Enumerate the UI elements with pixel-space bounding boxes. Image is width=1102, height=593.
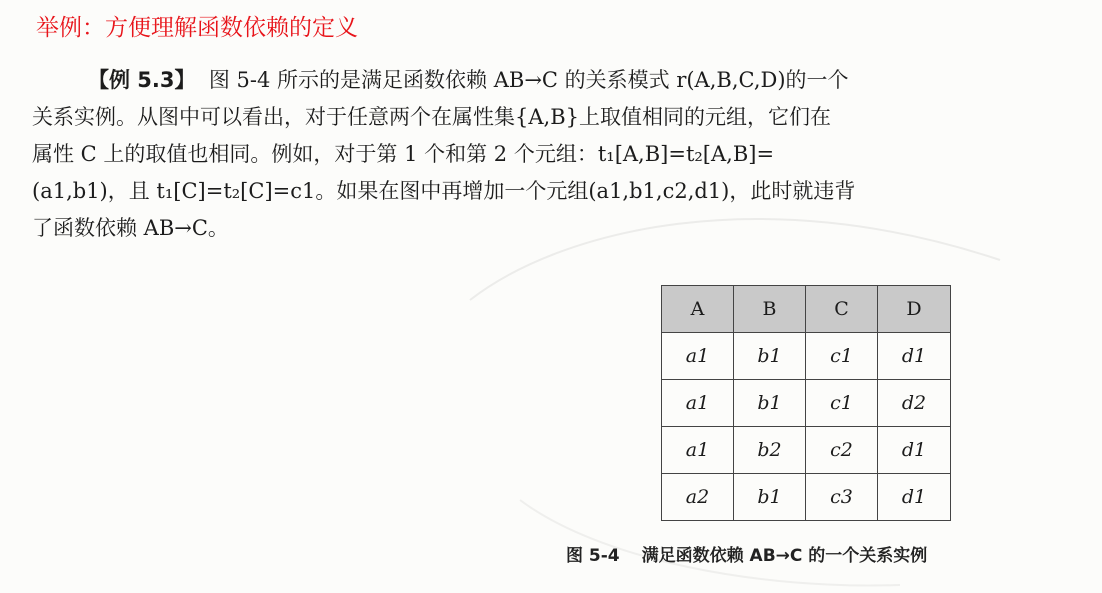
example-line-1	[32, 62, 1082, 99]
figure-number: 图 5-4	[566, 546, 620, 566]
example-line-5: 了函数依赖 AB→C。	[32, 216, 229, 240]
relation-table-container	[661, 285, 951, 521]
example-text-1: 图 5-4 所示的是满足函数依赖 AB→C 的关系模式 r(A,B,C,D)的一个	[208, 68, 849, 92]
example-label: 【例 5.3】	[88, 68, 196, 92]
table-cell: a1	[662, 380, 734, 427]
table-cell: b2	[734, 427, 806, 474]
table-cell: a1	[662, 427, 734, 474]
table-header-row	[662, 286, 951, 333]
page-heading: 举例：方便理解函数依赖的定义	[36, 15, 358, 41]
table-cell: a1	[662, 333, 734, 380]
table-cell: d1	[878, 333, 951, 380]
table-row	[662, 427, 951, 474]
table-cell: a2	[662, 474, 734, 521]
table-cell: c3	[806, 474, 878, 521]
figure-caption	[566, 541, 927, 566]
table-cell: b1	[734, 380, 806, 427]
table-cell: d1	[878, 474, 951, 521]
column-header-a: A	[662, 286, 734, 333]
example-line-4: (a1,b1)，且 t₁[C]=t₂[C]=c1。如果在图中再增加一个元组(a1,b1,c2,d1)，此时就违背	[32, 179, 856, 203]
example-paragraph	[32, 62, 1082, 247]
column-header-b: B	[734, 286, 806, 333]
example-line-2: 关系实例。从图中可以看出，对于任意两个在属性集{A,B}上取值相同的元组，它们在	[32, 105, 831, 129]
table-cell: c1	[806, 333, 878, 380]
table-row	[662, 380, 951, 427]
relation-instance-table	[661, 285, 951, 521]
table-cell: b1	[734, 333, 806, 380]
table-row	[662, 333, 951, 380]
table-cell: b1	[734, 474, 806, 521]
table-row	[662, 474, 951, 521]
figure-caption-text: 满足函数依赖 AB→C 的一个关系实例	[641, 546, 928, 566]
column-header-c: C	[806, 286, 878, 333]
table-cell: c1	[806, 380, 878, 427]
column-header-d: D	[878, 286, 951, 333]
example-line-3: 属性 C 上的取值也相同。例如，对于第 1 个和第 2 个元组：t₁[A,B]=t₂[A,B]=	[32, 142, 775, 166]
table-cell: d1	[878, 427, 951, 474]
table-cell: d2	[878, 380, 951, 427]
table-cell: c2	[806, 427, 878, 474]
